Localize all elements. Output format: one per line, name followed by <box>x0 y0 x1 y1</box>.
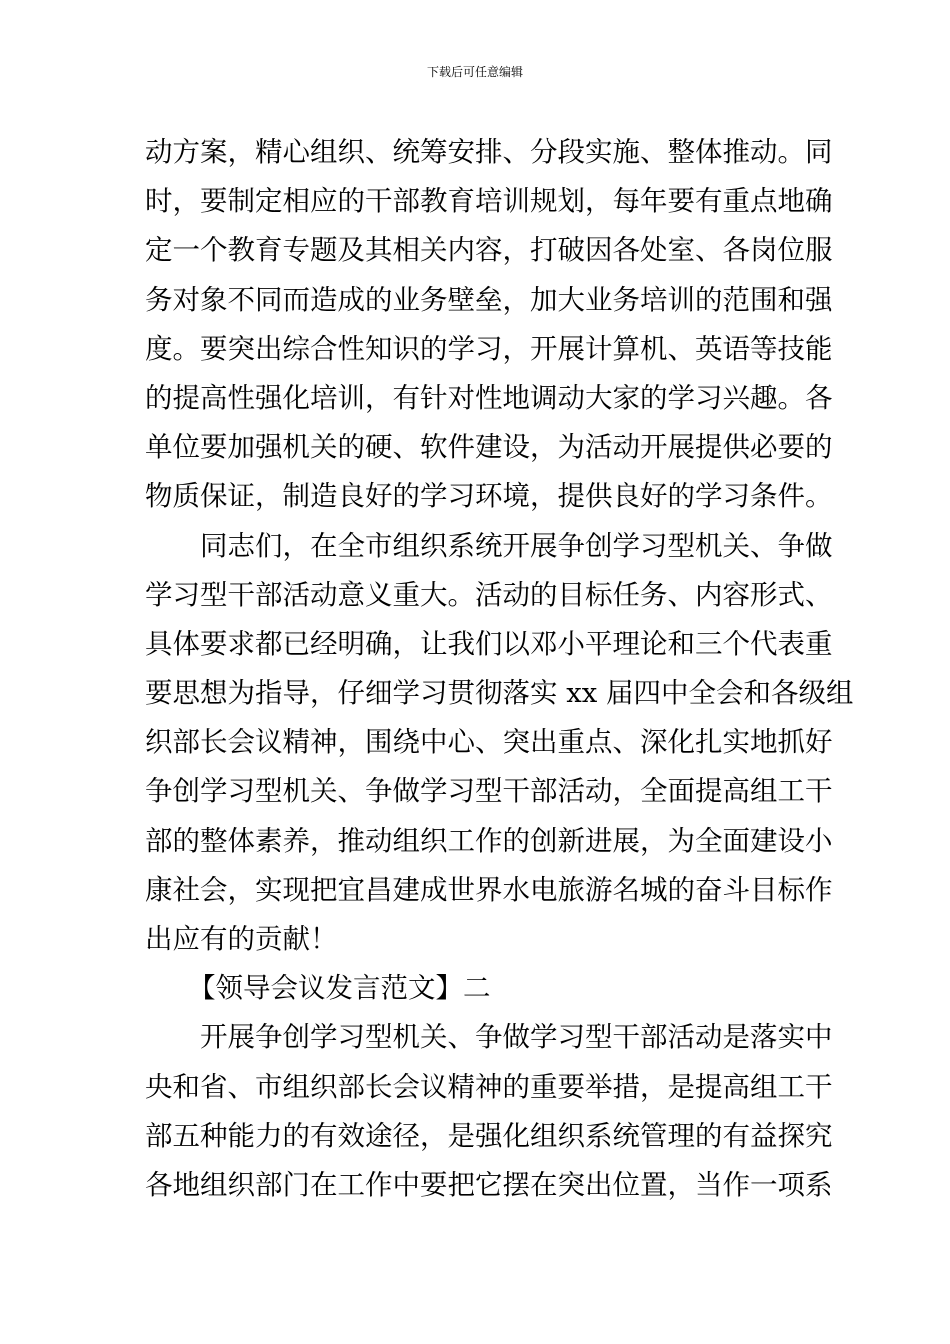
text-line: 物质保证，制造良好的学习环境，提供良好的学习条件。 <box>145 480 833 513</box>
text-line: 单位要加强机关的硬、软件建设，为活动开展提供必要的 <box>145 431 833 464</box>
text-line: 定一个教育专题及其相关内容，打破因各处室、各岗位服 <box>145 234 833 267</box>
text-line: 同志们，在全市组织系统开展争创学习型机关、争做 <box>200 529 833 562</box>
text-line: 央和省、市组织部长会议精神的重要举措，是提高组工干 <box>145 1070 833 1103</box>
page-header: 下载后可任意编辑 <box>426 65 523 79</box>
text-line: 学习型干部活动意义重大。活动的目标任务、内容形式、 <box>145 578 833 611</box>
text-line: 争创学习型机关、争做学习型干部活动，全面提高组工干 <box>145 775 833 808</box>
text-line: 的提高性强化培训，有针对性地调动大家的学习兴趣。各 <box>145 381 833 414</box>
text-line: 度。要突出综合性知识的学习，开展计算机、英语等技能 <box>145 332 833 365</box>
section-heading: 【领导会议发言范文】二 <box>188 972 491 1005</box>
text-line: 开展争创学习型机关、争做学习型干部活动是落实中 <box>200 1021 833 1054</box>
text-line: 各地组织部门在工作中要把它摆在突出位置，当作一项系 <box>145 1168 833 1201</box>
text-line: 康社会，实现把宜昌建成世界水电旅游名城的奋斗目标作 <box>145 873 833 906</box>
text-line: 具体要求都已经明确，让我们以邓小平理论和三个代表重 <box>145 627 833 660</box>
text-line: 部的整体素养，推动组织工作的创新进展，为全面建设小 <box>145 824 833 857</box>
text-line: 出应有的贡献！ <box>145 923 338 955</box>
text-line: 时，要制定相应的干部教育培训规划，每年要有重点地确 <box>145 185 833 218</box>
text-line: 动方案，精心组织、统筹安排、分段实施、整体推动。同 <box>145 136 833 168</box>
text-line: 务对象不同而造成的业务壁垒，加大业务培训的范围和强 <box>145 283 833 316</box>
text-line: 织部长会议精神，围绕中心、突出重点、深化扎实地抓好 <box>145 726 833 759</box>
document-body <box>145 128 854 1210</box>
text-line: 要思想为指导，仔细学习贯彻落实 xx 届四中全会和各级组 <box>145 677 854 710</box>
text-line: 部五种能力的有效途径，是强化组织系统管理的有益探究 <box>145 1119 833 1152</box>
